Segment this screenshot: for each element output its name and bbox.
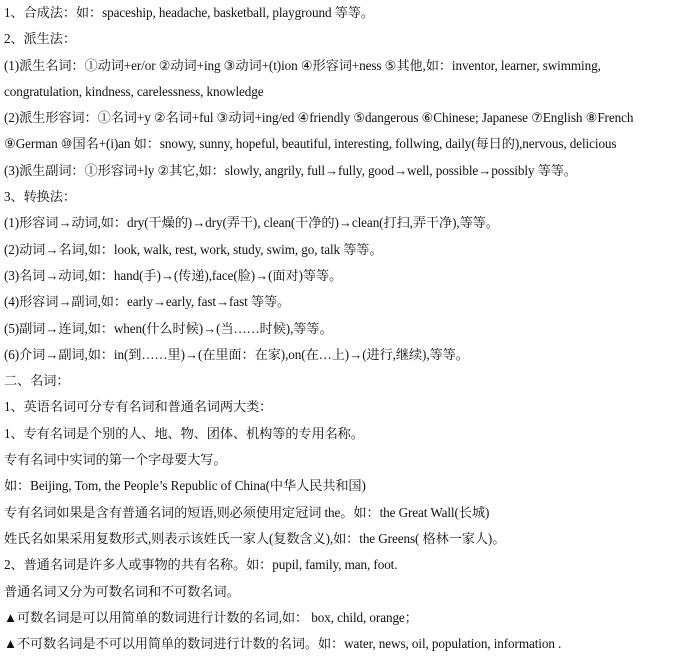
countable-noun-line: ▲可数名词是可以用简单的数词进行计数的名词,如： box, child, orange； — [4, 609, 418, 625]
verb-to-noun-line: (2)动词→名词,如：look, walk, rest, work, study, swim, go, talk 等等。 — [4, 241, 383, 257]
proper-noun-definition-line: 1、专有名词是个别的人、地、物、团体、机构等的专用名称。 — [4, 425, 364, 441]
uncountable-noun-line: ▲不可数名词是不可以用简单的数词进行计数的名词。如：water, news, oil, population, information . — [4, 636, 562, 652]
adjective-to-verb-line: (1)形容词→动词,如：dry(干燥的)→dry(弄干), clean(干净的)→clean(打扫,弄干净),等等。 — [4, 215, 499, 231]
derivation-method-heading: 2、派生法： — [4, 31, 76, 47]
proper-noun-examples-line: 如：Beijing, Tom, the People’s Republic of China(中华人民共和国) — [4, 478, 366, 494]
common-noun-types-line: 普通名词又分为可数名词和不可数名词。 — [4, 583, 240, 599]
adjective-to-adverb-line: (4)形容词→副词,如：early→early, fast→fast 等等。 — [4, 294, 291, 310]
nouns-section-heading: 二、名词： — [4, 373, 70, 389]
derived-adverb-line: (3)派生副词：①形容词+ly ②其它,如：slowly, angrily, full→fully, good→well, possible→possibly 等等。 — [4, 162, 577, 178]
derived-adjective-examples-line: ⑨German ⑩国名+(i)an 如：snowy, sunny, hopeful, beautiful, interesting, follwing, daily(每日的),nervous, delicious — [4, 136, 617, 152]
derived-adjective-rules-line: (2)派生形容词：①名词+y ②名词+ful ③动词+ing/ed ④friendly ⑤dangerous ⑥Chinese; Japanese ⑦English ⑧French — [4, 110, 634, 126]
surname-plural-line: 姓氏名如果采用复数形式,则表示该姓氏一家人(复数含义),如：the Greens( 格林一家人)。 — [4, 530, 506, 546]
conversion-method-heading: 3、转换法： — [4, 189, 76, 205]
derived-noun-rules-line: (1)派生名词：①动词+er/or ②动词+ing ③动词+(t)ion ④形容词+ness ⑤其他,如：inventor, learner, swimming, — [4, 57, 601, 73]
compound-word-method-line: 1、合成法：如：spaceship, headache, basketball, playground 等等。 — [4, 5, 374, 20]
common-noun-definition-line: 2、普通名词是许多人或事物的共有名称。如：pupil, family, man, foot. — [4, 557, 398, 573]
document-text-page — [4, 0, 680, 657]
derived-noun-examples-line: congratulation, kindness, carelessness, knowledge — [4, 83, 264, 99]
proper-noun-article-line: 专有名词如果是含有普通名词的短语,则必须使用定冠词 the。如：the Great Wall(长城) — [4, 504, 490, 520]
adverb-to-conjunction-line: (5)副词→连词,如：when(什么时候)→(当……时候),等等。 — [4, 320, 333, 336]
proper-noun-capitalization-line: 专有名词中实词的第一个字母要大写。 — [4, 452, 227, 468]
preposition-to-adverb-line: (6)介词→副词,如：in(到……里)→(在里面：在家),on(在…上)→(进行,继续),等等。 — [4, 346, 469, 362]
noun-categories-line: 1、英语名词可分专有名词和普通名词两大类： — [4, 399, 273, 415]
noun-to-verb-line: (3)名词→动词,如：hand(手)→(传递),face(脸)→(面对)等等。 — [4, 267, 343, 283]
